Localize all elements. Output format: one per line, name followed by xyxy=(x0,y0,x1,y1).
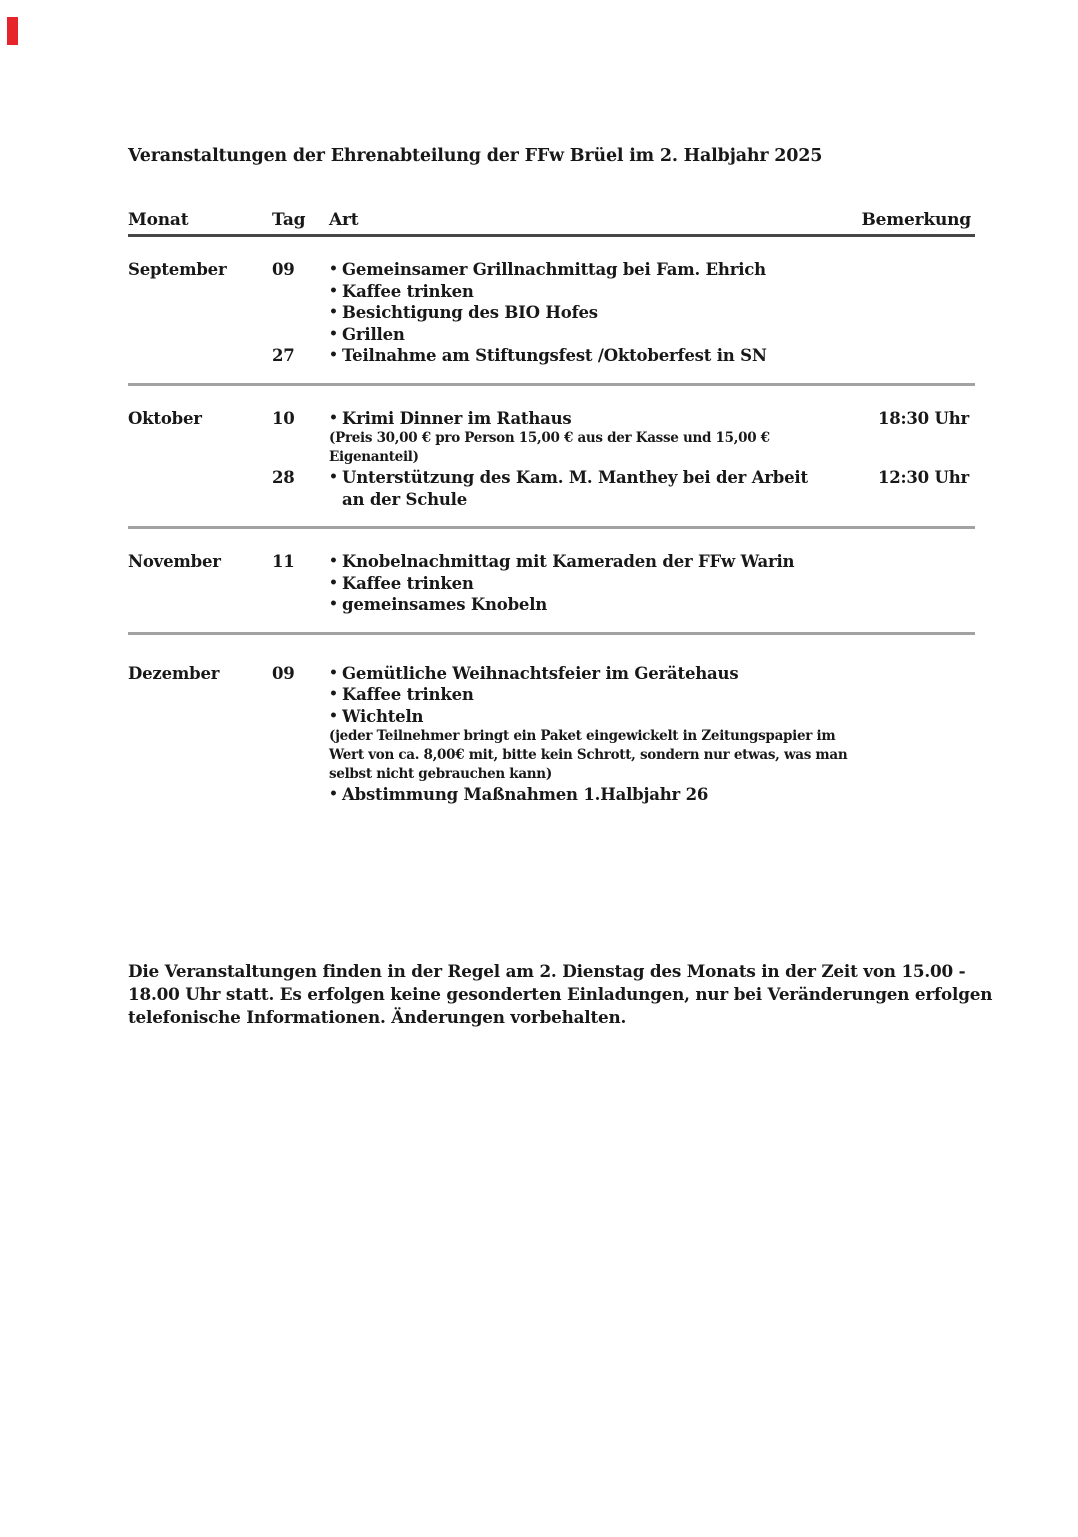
event-item xyxy=(329,281,856,303)
event-text xyxy=(342,345,856,367)
schedule-entry xyxy=(128,551,975,616)
event-item xyxy=(329,324,856,346)
month-label: Dezember xyxy=(128,663,220,683)
scan-artifact-mark xyxy=(7,17,18,45)
bullet-icon: • xyxy=(329,707,338,724)
bullet-icon: • xyxy=(329,596,338,612)
event-text-line: Knobelnachmittag mit Kameraden der FFw Warin xyxy=(342,552,795,571)
schedule-entry xyxy=(128,345,975,367)
event-items xyxy=(329,259,856,345)
footer-line: Die Veranstaltungen finden in der Regel am 2. Dienstag des Monats in der Zeit von 15.00 - xyxy=(128,960,966,981)
bullet-icon: • xyxy=(329,786,338,802)
event-item xyxy=(329,408,856,430)
event-text-line: Gemütliche Weihnachtsfeier im Gerätehaus xyxy=(342,663,739,683)
month-section xyxy=(128,635,975,822)
event-text xyxy=(342,467,856,510)
time-note: 12:30 Uhr xyxy=(877,468,969,487)
event-item xyxy=(329,573,856,595)
event-item xyxy=(329,684,856,706)
month-section xyxy=(128,237,975,386)
day-label: 09 xyxy=(272,260,295,279)
bullet-icon: • xyxy=(329,304,338,320)
event-items xyxy=(329,345,856,367)
schedule-entry xyxy=(128,467,975,510)
event-item xyxy=(329,551,856,573)
schedule-table xyxy=(128,237,975,822)
month-label: Oktober xyxy=(128,408,202,428)
event-text-line: Kaffee trinken xyxy=(342,685,474,704)
event-item xyxy=(329,663,856,685)
event-text xyxy=(342,324,856,346)
month-label: November xyxy=(128,552,221,571)
event-text xyxy=(342,551,856,573)
event-text xyxy=(342,302,856,324)
event-text-line: Gemeinsamer Grillnachmittag bei Fam. Ehrich xyxy=(342,260,766,279)
event-detail-line: (jeder Teilnehmer bringt ein Paket eingewickelt in Zeitungspapier im xyxy=(329,728,836,744)
event-text-line: Besichtigung des BIO Hofes xyxy=(342,303,598,322)
month-section xyxy=(128,529,975,635)
event-text xyxy=(342,573,856,595)
event-text xyxy=(342,408,856,430)
event-text-line: Kaffee trinken xyxy=(342,573,474,593)
column-header-monat: Monat xyxy=(128,210,189,230)
event-item xyxy=(329,706,856,728)
day-label: 09 xyxy=(272,663,295,683)
bullet-icon: • xyxy=(329,686,338,702)
event-text-line: Unterstützung des Kam. M. Manthey bei der Arbeit xyxy=(342,468,808,487)
document-content xyxy=(128,0,993,1029)
event-item xyxy=(329,594,856,616)
event-text-line: Krimi Dinner im Rathaus xyxy=(342,408,572,428)
event-items xyxy=(329,408,856,468)
event-item xyxy=(329,345,856,367)
column-header-tag: Tag xyxy=(272,210,306,230)
table-header-row xyxy=(128,210,975,237)
event-text-line: Wichteln xyxy=(342,706,424,726)
bullet-icon: • xyxy=(329,261,338,277)
event-text xyxy=(342,784,856,806)
event-detail xyxy=(329,429,856,467)
event-items xyxy=(329,663,856,806)
column-header-bemerkung: Bemerkung xyxy=(861,210,971,230)
event-text-line: Teilnahme am Stiftungsfest /Oktoberfest in SN xyxy=(342,346,767,365)
event-text-line: gemeinsames Knobeln xyxy=(342,595,548,614)
event-detail xyxy=(329,727,856,784)
bullet-icon: • xyxy=(329,553,338,569)
schedule-entry xyxy=(128,663,975,806)
bullet-icon: • xyxy=(329,574,338,591)
event-text-line: Kaffee trinken xyxy=(342,281,474,301)
event-text xyxy=(342,259,856,281)
bullet-icon: • xyxy=(329,282,338,299)
day-label: 10 xyxy=(272,408,295,428)
bullet-icon: • xyxy=(329,664,338,681)
event-text xyxy=(342,663,856,685)
bullet-icon: • xyxy=(329,469,338,485)
event-text-line: Abstimmung Maßnahmen 1.Halbjahr 26 xyxy=(342,785,709,804)
event-detail-line: (Preis 30,00 € pro Person 15,00 € aus der Kasse und 15,00 € Eigenanteil) xyxy=(329,430,770,465)
event-items xyxy=(329,551,856,616)
bullet-icon: • xyxy=(329,325,338,342)
bullet-icon: • xyxy=(329,409,338,426)
footer-line: 18.00 Uhr statt. Es erfolgen keine gesonderten Einladungen, nur bei Veränderungen erfolgen xyxy=(128,983,993,1004)
day-label: 27 xyxy=(272,346,295,365)
page-title: Veranstaltungen der Ehrenabteilung der FFw Brüel im 2. Halbjahr 2025 xyxy=(128,146,823,166)
event-text xyxy=(342,684,856,706)
footer-line: telefonische Informationen. Änderungen vorbehalten. xyxy=(128,1006,627,1027)
event-text xyxy=(342,281,856,303)
schedule-entry xyxy=(128,408,975,468)
month-section xyxy=(128,386,975,530)
event-text xyxy=(342,594,856,616)
bullet-icon: • xyxy=(329,347,338,363)
event-text xyxy=(342,706,856,728)
event-detail-line: Wert von ca. 8,00€ mit, bitte kein Schrott, sondern nur etwas, was man xyxy=(329,747,848,763)
event-item xyxy=(329,784,856,806)
event-item xyxy=(329,302,856,324)
event-item xyxy=(329,467,856,510)
event-item xyxy=(329,259,856,281)
time-note: 18:30 Uhr xyxy=(877,408,969,428)
footer-note xyxy=(128,960,993,1029)
event-detail-line: selbst nicht gebrauchen kann) xyxy=(329,766,552,782)
month-label: September xyxy=(128,260,227,279)
day-label: 11 xyxy=(272,552,295,571)
event-text-line: Grillen xyxy=(342,324,405,344)
event-text-line: an der Schule xyxy=(342,489,468,509)
day-label: 28 xyxy=(272,468,295,487)
schedule-entry xyxy=(128,259,975,345)
event-items xyxy=(329,467,856,510)
column-header-art: Art xyxy=(329,210,359,230)
